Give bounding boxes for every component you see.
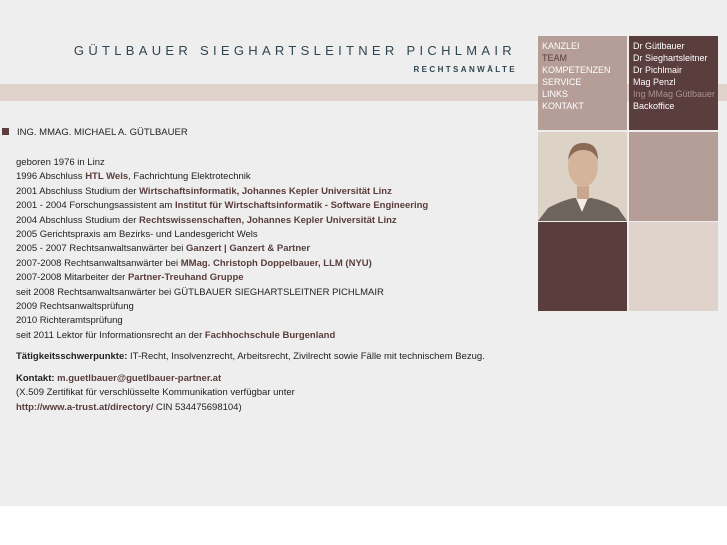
- portrait-image: [538, 132, 627, 221]
- cv-entry: [16, 214, 485, 228]
- cv-link[interactable]: Institut für Wirtschaftsinformatik - Software Engineering: [174, 200, 429, 212]
- nav-item-links[interactable]: LINKS: [542, 89, 569, 99]
- grid-tile: [629, 132, 718, 221]
- nav-item-kanzlei[interactable]: KANZLEI: [542, 41, 580, 51]
- cv-entry: [16, 286, 485, 300]
- firm-title: GÜTLBAUER SIEGHARTSLEITNER PICHLMAIR: [73, 43, 516, 58]
- focus-text: IT-Recht, Insolvenzrecht, Arbeitsrecht, Zivilrecht sowie Fälle mit technischem Bezug.: [127, 351, 485, 363]
- cv-entry: [16, 257, 485, 271]
- cv-text: 2001 - 2004 Forschungsassistent am: [16, 200, 175, 212]
- focus-label: Tätigkeitsschwerpunkte:: [16, 351, 128, 363]
- cv-text: seit 2011 Lektor für Informationsrecht an der: [16, 329, 205, 341]
- cv-text: 2009 Rechtsanwaltsprüfung: [16, 301, 134, 313]
- grid-tile: [629, 222, 718, 311]
- cv-text: 1996 Abschluss: [16, 171, 86, 183]
- team-item[interactable]: Mag Penzl: [633, 77, 676, 87]
- cv-entry: [16, 271, 485, 285]
- cv-link[interactable]: Wirtschaftsinformatik, Johannes Kepler Universität Linz: [139, 185, 392, 197]
- cv-link[interactable]: Ganzert | Ganzert & Partner: [186, 243, 311, 255]
- cert-text: (X.509 Zertifikat für verschlüsselte Kommunikation verfügbar unter: [16, 387, 295, 399]
- nav-item-team[interactable]: TEAM: [542, 53, 568, 63]
- grid-tile: [538, 222, 627, 311]
- team-item[interactable]: Dr Pichlmair: [633, 65, 683, 75]
- cv-link[interactable]: MMag. Christoph Doppelbauer, LLM (NYU): [180, 257, 372, 269]
- cv-link[interactable]: HTL Wels: [85, 171, 129, 183]
- cert-line: [16, 401, 485, 415]
- cv-entry: [16, 329, 485, 343]
- firm-subtitle: RECHTSANWÄLTE: [413, 65, 517, 74]
- cv-entry: [16, 242, 485, 256]
- a-trust-link[interactable]: http://www.a-trust.at/directory/: [16, 401, 154, 413]
- email-link[interactable]: m.guetlbauer@guetlbauer-partner.at: [57, 372, 222, 384]
- portrait-photo: [538, 132, 627, 221]
- cv-entry: [16, 314, 485, 328]
- cv-text: 2001 Abschluss Studium der: [16, 185, 140, 197]
- cin-text: CIN 534475698104): [153, 401, 242, 413]
- cv-link[interactable]: Rechtswissenschaften, Johannes Kepler Universität Linz: [139, 214, 397, 226]
- contact-line: [16, 372, 485, 386]
- cv-text: , Fachrichtung Elektrotechnik: [128, 171, 251, 183]
- team-item[interactable]: Ing MMag Gütlbauer: [633, 89, 716, 99]
- cv-entry: [16, 156, 485, 170]
- cv-list: [16, 156, 485, 343]
- nav-item-kompetenzen[interactable]: KOMPETENZEN: [542, 65, 611, 75]
- cv-content: [16, 127, 485, 415]
- cv-entry: [16, 185, 485, 199]
- cv-text: 2010 Richteramtsprüfung: [16, 315, 123, 327]
- cv-link[interactable]: Fachhochschule Burgenland: [204, 329, 336, 341]
- cv-text: 2007-2008 Rechtsanwaltsanwärter bei: [16, 257, 181, 269]
- nav-item-service[interactable]: SERVICE: [542, 77, 582, 87]
- team-item[interactable]: Dr Gütlbauer: [633, 41, 685, 51]
- cv-entry: [16, 300, 485, 314]
- cv-text: 2004 Abschluss Studium der: [16, 214, 140, 226]
- cv-link[interactable]: Partner-Treuhand Gruppe: [127, 272, 244, 284]
- bullet-square-icon: [2, 128, 9, 135]
- main-nav: [538, 36, 627, 130]
- person-name: ING. MMAG. MICHAEL A. GÜTLBAUER: [17, 127, 188, 138]
- team-item[interactable]: Backoffice: [633, 101, 675, 111]
- cv-text: geboren 1976 in Linz: [16, 157, 105, 168]
- team-nav: [629, 36, 718, 130]
- cv-text: seit 2008 Rechtsanwaltsanwärter bei GÜTLBAUER SIEGHARTSLEITNER PICHLMAIR: [16, 286, 384, 298]
- team-item[interactable]: Dr Sieghartsleitner: [633, 53, 708, 63]
- cv-text: 2005 Gerichtspraxis am Bezirks- und Landesgericht Wels: [16, 229, 258, 241]
- cv-text: 2005 - 2007 Rechtsanwaltsanwärter bei: [16, 243, 187, 255]
- nav-item-kontakt[interactable]: KONTAKT: [542, 101, 584, 111]
- contact-label: Kontakt:: [16, 372, 55, 384]
- cv-entry: [16, 228, 485, 242]
- cv-entry: [16, 170, 485, 184]
- cv-entry: [16, 199, 485, 213]
- focus-line: [16, 350, 485, 364]
- cv-text: 2007-2008 Mitarbeiter der: [16, 272, 128, 284]
